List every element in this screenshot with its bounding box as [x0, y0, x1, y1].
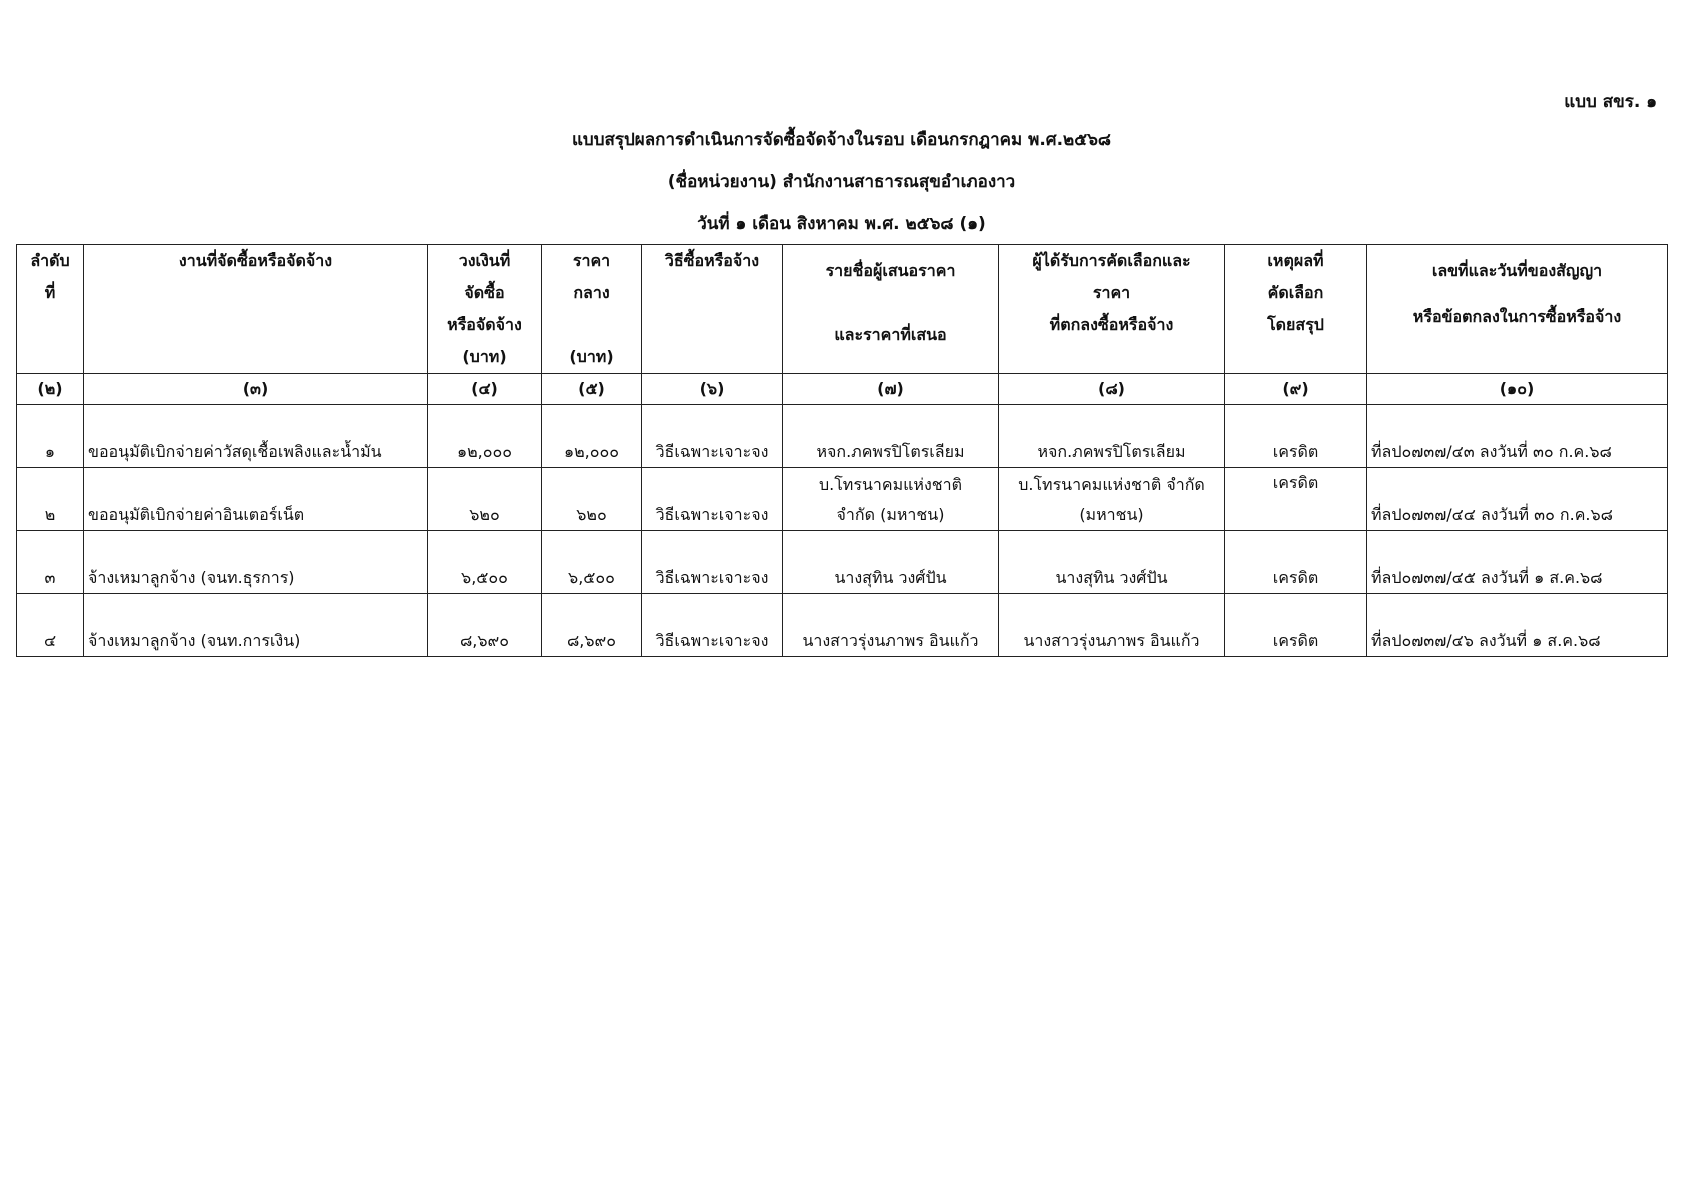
col-number: (๓) [84, 374, 428, 405]
header-item: งานที่จัดซื้อหรือจัดจ้าง [84, 245, 428, 374]
row-method: วิธีเฉพาะเจาะจง [642, 468, 783, 531]
row-reason: เครดิต [1225, 594, 1367, 657]
row-bidders: หจก.ภคพรปิโตรเลียม [783, 405, 999, 468]
table-row [17, 405, 1668, 468]
row-no: ๒ [17, 468, 84, 531]
table-row [17, 531, 1668, 594]
procurement-table [16, 244, 1668, 657]
header-budget: วงเงินที่ จัดซื้อ หรือจัดจ้าง (บาท) [428, 245, 542, 374]
row-budget: ๖,๕๐๐ [428, 531, 542, 594]
row-selected: บ.โทรนาคมแห่งชาติ จำกัด (มหาชน) [999, 468, 1225, 531]
col-number: (๖) [642, 374, 783, 405]
row-budget: ๘,๖๙๐ [428, 594, 542, 657]
row-budget: ๑๒,๐๐๐ [428, 405, 542, 468]
col-number: (๕) [542, 374, 642, 405]
row-no: ๓ [17, 531, 84, 594]
row-contract: ที่ลป๐๗๓๗/๔๖ ลงวันที่ ๑ ส.ค.๖๘ [1367, 594, 1668, 657]
row-contract: ที่ลป๐๗๓๗/๔๕ ลงวันที่ ๑ ส.ค.๖๘ [1367, 531, 1668, 594]
column-number-row [17, 374, 1668, 405]
row-method: วิธีเฉพาะเจาะจง [642, 531, 783, 594]
row-median-price: ๘,๖๙๐ [542, 594, 642, 657]
table-row [17, 468, 1668, 531]
row-reason: เครดิต [1225, 468, 1367, 531]
report-date: วันที่ ๑ เดือน สิงหาคม พ.ศ. ๒๕๖๘ (๑) [697, 214, 986, 234]
form-code: แบบ สขร. ๑ [1564, 92, 1657, 112]
row-selected: นางสาวรุ่งนภาพร อินแก้ว [999, 594, 1225, 657]
row-item: ขออนุมัติเบิกจ่ายค่าอินเตอร์เน็ต [84, 468, 428, 531]
col-number: (๘) [999, 374, 1225, 405]
row-selected: นางสุทิน วงศ์ปัน [999, 531, 1225, 594]
row-no: ๔ [17, 594, 84, 657]
col-number: (๗) [783, 374, 999, 405]
document-title: แบบสรุปผลการดำเนินการจัดซื้อจัดจ้างในรอบ เดือนกรกฎาคม พ.ศ.๒๕๖๘ [571, 130, 1112, 150]
row-contract: ที่ลป๐๗๓๗/๔๓ ลงวันที่ ๓๐ ก.ค.๖๘ [1367, 405, 1668, 468]
row-contract: ที่ลป๐๗๓๗/๔๔ ลงวันที่ ๓๐ ก.ค.๖๘ [1367, 468, 1668, 531]
row-median-price: ๖๒๐ [542, 468, 642, 531]
row-bidders: บ.โทรนาคมแห่งชาติ จำกัด (มหาชน) [783, 468, 999, 531]
table-row [17, 594, 1668, 657]
row-no: ๑ [17, 405, 84, 468]
col-number: (๒) [17, 374, 84, 405]
header-bidders: รายชื่อผู้เสนอราคา และราคาที่เสนอ [783, 245, 999, 374]
row-median-price: ๑๒,๐๐๐ [542, 405, 642, 468]
header-row [17, 245, 1668, 374]
row-reason: เครดิต [1225, 531, 1367, 594]
col-number: (๑๐) [1367, 374, 1668, 405]
row-bidders: นางสาวรุ่งนภาพร อินแก้ว [783, 594, 999, 657]
header-contract: เลขที่และวันที่ของสัญญา หรือข้อตกลงในการซื้อหรือจ้าง [1367, 245, 1668, 374]
row-method: วิธีเฉพาะเจาะจง [642, 405, 783, 468]
row-item: จ้างเหมาลูกจ้าง (จนท.การเงิน) [84, 594, 428, 657]
header-median-price: ราคา กลาง (บาท) [542, 245, 642, 374]
row-method: วิธีเฉพาะเจาะจง [642, 594, 783, 657]
header-method: วิธีซื้อหรือจ้าง [642, 245, 783, 374]
row-selected: หจก.ภคพรปิโตรเลียม [999, 405, 1225, 468]
row-item: ขออนุมัติเบิกจ่ายค่าวัสดุเชื้อเพลิงและน้ำมัน [84, 405, 428, 468]
row-item: จ้างเหมาลูกจ้าง (จนท.ธุรการ) [84, 531, 428, 594]
row-reason: เครดิต [1225, 405, 1367, 468]
header-reason: เหตุผลที่ คัดเลือก โดยสรุป [1225, 245, 1367, 374]
row-median-price: ๖,๕๐๐ [542, 531, 642, 594]
col-number: (๙) [1225, 374, 1367, 405]
row-budget: ๖๒๐ [428, 468, 542, 531]
row-bidders: นางสุทิน วงศ์ปัน [783, 531, 999, 594]
agency-name: (ชื่อหน่วยงาน) สำนักงานสาธารณสุขอำเภองาว [667, 172, 1016, 192]
header-order-no: ลำดับ ที่ [17, 245, 84, 374]
header-selected: ผู้ได้รับการคัดเลือกและ ราคา ที่ตกลงซื้อหรือจ้าง [999, 245, 1225, 374]
col-number: (๔) [428, 374, 542, 405]
